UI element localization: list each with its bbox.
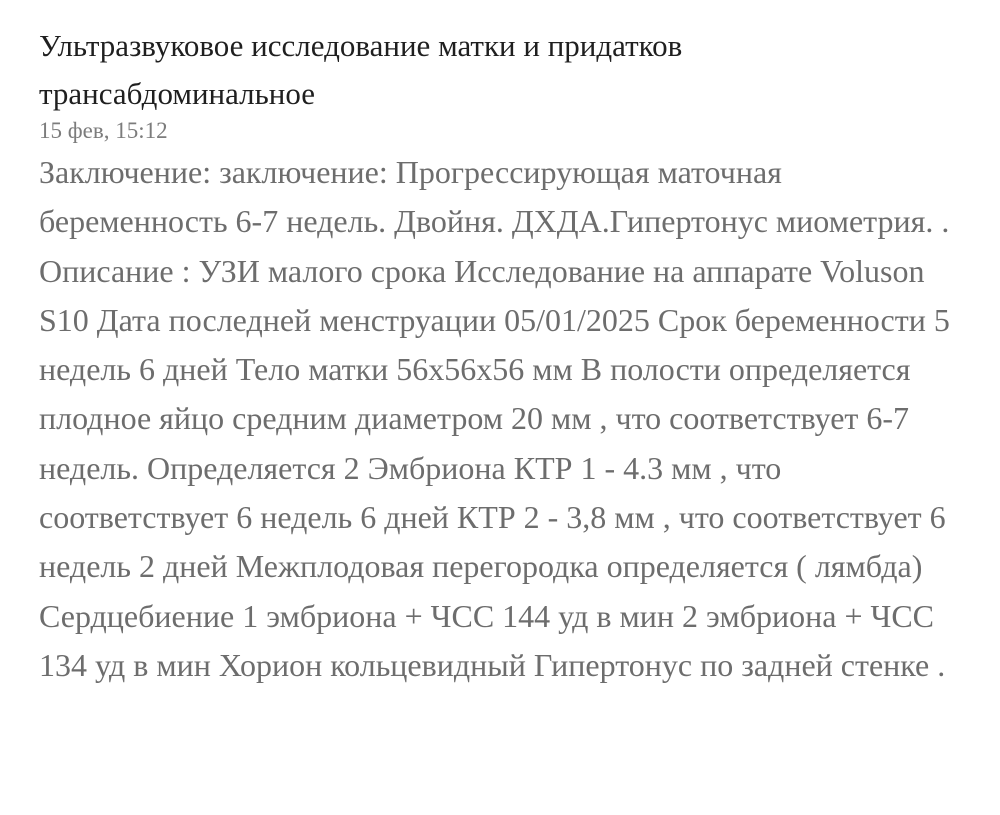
record-conclusion-text: Заключение: заключение: Прогрессирующая маточная беременность 6-7 недель. Двойня. ДХДА.Гипертонус миометрия. . Описание : УЗИ малого срока Исследование на аппарате Voluson S10 Дата последней менструации 05/01/2025 Срок беременности 5 недель 6 дней Тело матки 56x56x56 мм В полости определяется плодное яйцо средним диаметром 20 мм , что соответствует 6-7 недель. Определяется 2 Эмбриона КТР 1 - 4.3 мм , что соответствует 6 недель 6 дней КТР 2 - 3,8 мм , что соответствует 6 недель 2 дней Межплодовая перегородка определяется ( лямбда) Сердцебиение 1 эмбриона + ЧСС 144 уд в мин 2 эмбриона + ЧСС 134 уд в мин Хорион кольцевидный Гипертонус по задней стенке . (39, 154, 950, 683)
record-timestamp: 15 фев, 15:12 (39, 118, 168, 143)
medical-record (39, 22, 959, 690)
record-title: Ультразвуковое исследование матки и придатков трансабдоминальное (39, 28, 683, 111)
